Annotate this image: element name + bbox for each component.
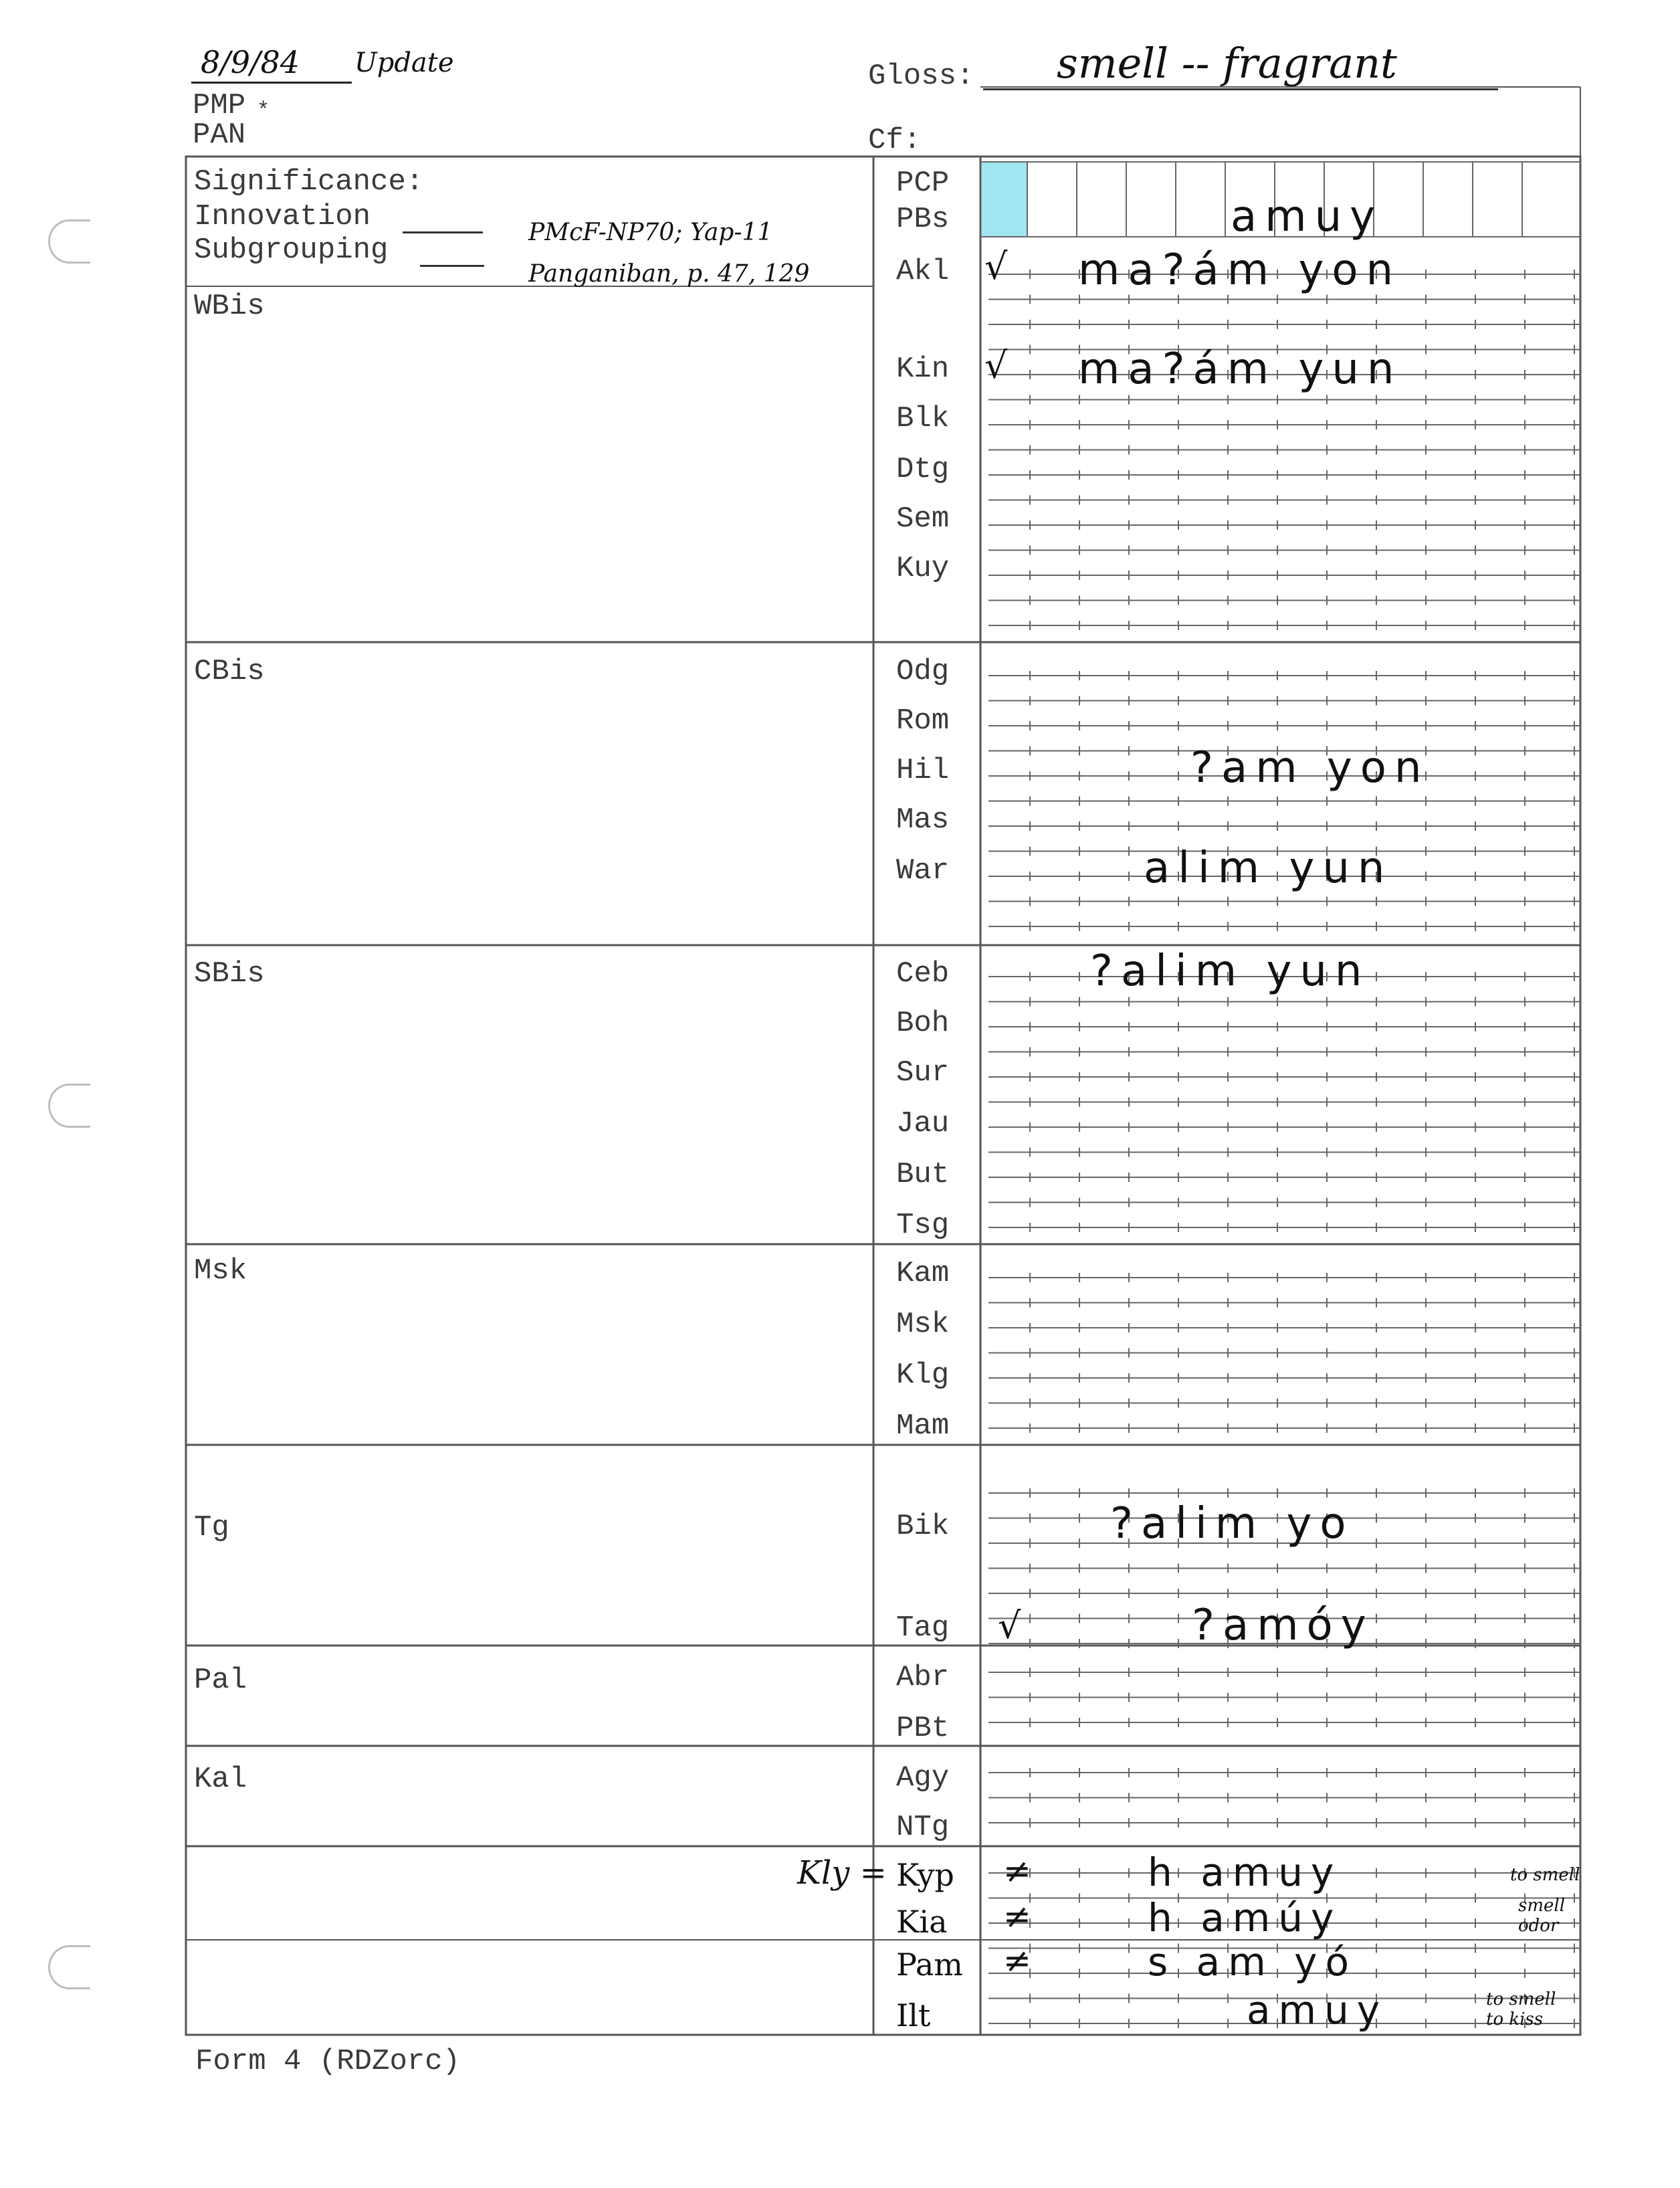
lang-pbs: PBs	[896, 203, 950, 236]
lang-klg: Klg	[896, 1359, 950, 1392]
mark-akl: √	[984, 245, 1016, 288]
form-pbs: amuy	[1231, 192, 1383, 241]
form-akl: ma?ám yon	[1078, 245, 1402, 295]
lang-sem: Sem	[896, 502, 950, 536]
innovation-label: Innovation	[194, 200, 371, 233]
form-kyp: h amuy	[1148, 1850, 1342, 1895]
lang-pcp: PCP	[896, 167, 950, 200]
lang-kam: Kam	[896, 1257, 950, 1290]
significance-label: Significance:	[194, 165, 424, 199]
gloss-label: Gloss:	[868, 60, 974, 93]
lang-ceb: Ceb	[896, 957, 950, 991]
kly-note: Kly =	[797, 1854, 887, 1892]
lang-kia: Kia	[896, 1904, 948, 1940]
lang-blk: Blk	[896, 402, 950, 435]
lang-kyp: Kyp	[896, 1857, 954, 1893]
gloss-kyp: to smell	[1510, 1865, 1580, 1885]
subgrouping-label: Subgrouping	[194, 233, 389, 267]
mark-kia: ≠	[1003, 1897, 1039, 1936]
lang-pbt: PBt	[896, 1712, 950, 1745]
form-bik: ?alim yo	[1110, 1499, 1354, 1549]
mark-kin: √	[984, 344, 1016, 387]
group-msk: Msk	[194, 1254, 247, 1288]
gloss-kia-2: odor	[1518, 1916, 1559, 1936]
form-kin: ma?ám yun	[1078, 344, 1402, 394]
lang-kin: Kin	[896, 353, 950, 386]
lang-hil: Hil	[896, 754, 950, 787]
lang-mas: Mas	[896, 803, 950, 837]
subgrouping-blank	[420, 265, 484, 267]
form-ceb: ?alim yun	[1090, 947, 1370, 996]
gloss-value: smell -- fragrant	[1057, 39, 1397, 88]
lang-mam: Mam	[896, 1409, 950, 1443]
mark-kyp: ≠	[1003, 1852, 1039, 1890]
lang-bik: Bik	[896, 1510, 950, 1543]
lang-tag: Tag	[896, 1611, 950, 1645]
gloss-ilt-1: to smell	[1486, 1989, 1556, 2009]
form-kia: h amúy	[1148, 1895, 1342, 1941]
gloss-kia-1: smell	[1518, 1896, 1566, 1916]
form-war: alim yun	[1144, 843, 1393, 893]
innovation-blank	[403, 231, 483, 233]
lang-kuy: Kuy	[896, 552, 950, 585]
group-tg: Tg	[194, 1511, 229, 1545]
lang-sur: Sur	[896, 1056, 950, 1090]
header-update: Update	[354, 47, 454, 78]
lang-rom: Rom	[896, 704, 950, 738]
form-footer: Form 4 (RDZorc)	[195, 2045, 461, 2078]
group-kal: Kal	[194, 1763, 247, 1796]
pcp-highlight-cell	[982, 162, 1027, 237]
lang-tsg: Tsg	[896, 1209, 950, 1242]
header-pmp: PMP	[193, 89, 246, 122]
mark-pam: ≠	[1003, 1941, 1039, 1980]
lang-jau: Jau	[896, 1107, 950, 1140]
lang-abr: Abr	[896, 1661, 950, 1694]
group-pal: Pal	[194, 1664, 247, 1697]
lang-boh: Boh	[896, 1007, 950, 1040]
form-ilt: amuy	[1247, 1987, 1388, 2033]
lang-ntg: NTg	[896, 1811, 950, 1844]
lang-ilt: Ilt	[896, 1997, 931, 2033]
header-pan: PAN	[193, 118, 246, 152]
lang-msk: Msk	[896, 1308, 950, 1341]
mark-tag: √	[998, 1605, 1029, 1647]
reference-2: Panganiban, p. 47, 129	[528, 260, 810, 288]
group-cbis: CBis	[194, 655, 265, 688]
cf-label: Cf:	[868, 124, 922, 157]
header-date: 8/9/84	[201, 44, 300, 80]
lang-odg: Odg	[896, 655, 950, 688]
lang-akl: Akl	[896, 255, 950, 288]
reference-1: PMcF-NP70; Yap-11	[528, 219, 773, 246]
lang-dtg: Dtg	[896, 453, 950, 486]
lang-war: War	[896, 854, 950, 888]
group-wbis: WBis	[194, 290, 265, 323]
form-tag: ?amóy	[1192, 1601, 1374, 1650]
group-sbis: SBis	[194, 957, 265, 991]
header-pmp-mark: *	[257, 98, 270, 123]
form-hil: ?am yon	[1190, 743, 1430, 793]
gloss-ilt-2: to kiss	[1486, 2009, 1544, 2029]
form-pam: s am yó	[1148, 1939, 1357, 1985]
lang-but: But	[896, 1158, 950, 1191]
lang-agy: Agy	[896, 1761, 950, 1795]
lang-pam: Pam	[896, 1947, 963, 1983]
